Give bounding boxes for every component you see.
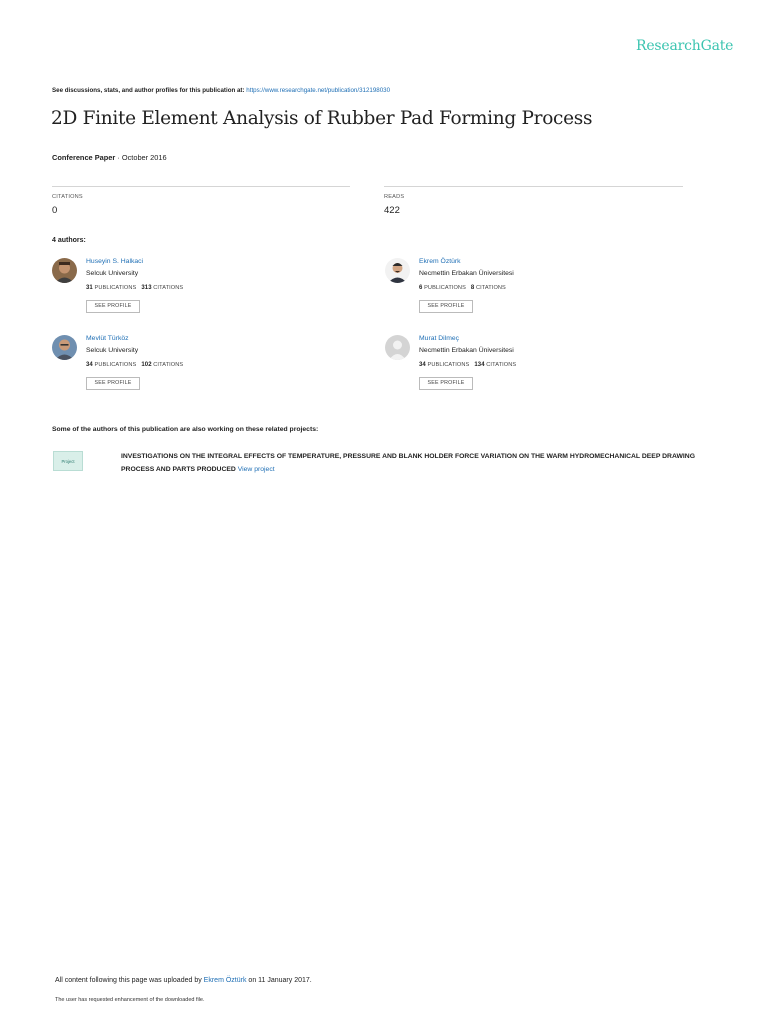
author-name-link[interactable]: Huseyin S. Halkaci <box>86 258 144 265</box>
author-institution: Selcuk University <box>86 347 139 354</box>
photo-avatar-icon <box>385 258 410 283</box>
enhancement-note: The user has requested enhancement of the downloaded file. <box>55 997 205 1003</box>
photo-avatar-icon <box>52 258 77 283</box>
paper-type: Conference Paper <box>52 153 116 162</box>
citations-count: 102 <box>141 362 152 368</box>
author-card <box>385 335 685 397</box>
citations-label: CITATIONS <box>153 362 184 368</box>
paper-meta: Conference Paper · October 2016 <box>52 153 167 162</box>
citations-divider <box>52 186 350 187</box>
uploader-link[interactable]: Ekrem Öztürk <box>203 977 247 984</box>
publications-label: PUBLICATIONS <box>424 285 466 291</box>
reads-divider <box>384 186 683 187</box>
author-institution: Necmettin Erbakan Üniversitesi <box>419 270 514 277</box>
researchgate-logo[interactable]: ResearchGate <box>636 38 734 54</box>
reads-label: READS <box>384 194 405 200</box>
photo-avatar-icon <box>52 335 77 360</box>
citations-label: CITATIONS <box>52 194 83 200</box>
citations-count: 313 <box>141 285 152 291</box>
see-profile-button[interactable]: SEE PROFILE <box>86 300 140 313</box>
author-card <box>385 258 685 320</box>
publication-url-link[interactable]: https://www.researchgate.net/publication/312198030 <box>246 87 391 94</box>
author-stats <box>419 285 506 291</box>
publications-count: 31 <box>86 285 93 291</box>
publications-label: PUBLICATIONS <box>94 362 137 368</box>
uploaded-by-line <box>55 977 312 984</box>
author-avatar[interactable] <box>52 335 77 360</box>
citations-value: 0 <box>52 205 58 216</box>
author-name-link[interactable]: Murat Dilmeç <box>419 335 460 342</box>
author-avatar[interactable] <box>385 258 410 283</box>
publications-count: 6 <box>419 285 423 291</box>
project-thumbnail[interactable]: Project <box>53 451 83 471</box>
discussion-line <box>52 87 390 94</box>
author-stats <box>419 362 516 368</box>
see-profile-button[interactable]: SEE PROFILE <box>419 300 473 313</box>
related-projects-label: Some of the authors of this publication are also working on these related projects: <box>52 426 319 433</box>
publications-count: 34 <box>419 362 426 368</box>
citations-label: CITATIONS <box>486 362 517 368</box>
author-card <box>52 258 352 320</box>
reads-value: 422 <box>384 205 400 216</box>
publications-label: PUBLICATIONS <box>94 285 137 291</box>
publications-count: 34 <box>86 362 93 368</box>
author-institution: Selcuk University <box>86 270 139 277</box>
author-stats <box>86 285 183 291</box>
citations-count: 8 <box>470 285 475 291</box>
paper-title: 2D Finite Element Analysis of Rubber Pad Forming Process <box>51 108 593 129</box>
see-profile-button[interactable]: SEE PROFILE <box>86 377 140 390</box>
see-profile-button[interactable]: SEE PROFILE <box>419 377 473 390</box>
author-avatar[interactable] <box>52 258 77 283</box>
uploaded-suffix: on 11 January 2017. <box>248 977 312 984</box>
author-name-link[interactable]: Mevlüt Türköz <box>86 335 129 342</box>
authors-label: 4 authors: <box>52 237 86 244</box>
project-entry <box>121 450 701 476</box>
publications-label: PUBLICATIONS <box>427 362 470 368</box>
author-stats <box>86 362 183 368</box>
author-institution: Necmettin Erbakan Üniversitesi <box>419 347 514 354</box>
author-avatar[interactable] <box>385 335 410 360</box>
uploaded-prefix: All content following this page was uploaded by <box>55 977 202 984</box>
default-avatar-icon <box>385 335 410 360</box>
author-name-link[interactable]: Ekrem Öztürk <box>419 258 461 265</box>
citations-count: 134 <box>474 362 485 368</box>
author-card <box>52 335 352 397</box>
discussion-text: See discussions, stats, and author profiles for this publication at: <box>52 87 245 94</box>
project-title: INVESTIGATIONS ON THE INTEGRAL EFFECTS OF TEMPERATURE, PRESSURE AND BLANK HOLDER FORCE VARIATION ON THE WARM HYDROMECHANICAL DEEP DRAWING PROCESS AND PARTS PRODUCED <box>121 453 695 473</box>
citations-label: CITATIONS <box>475 285 506 291</box>
citations-label: CITATIONS <box>153 285 184 291</box>
paper-date: October 2016 <box>121 153 167 162</box>
view-project-link[interactable]: View project <box>237 466 275 473</box>
